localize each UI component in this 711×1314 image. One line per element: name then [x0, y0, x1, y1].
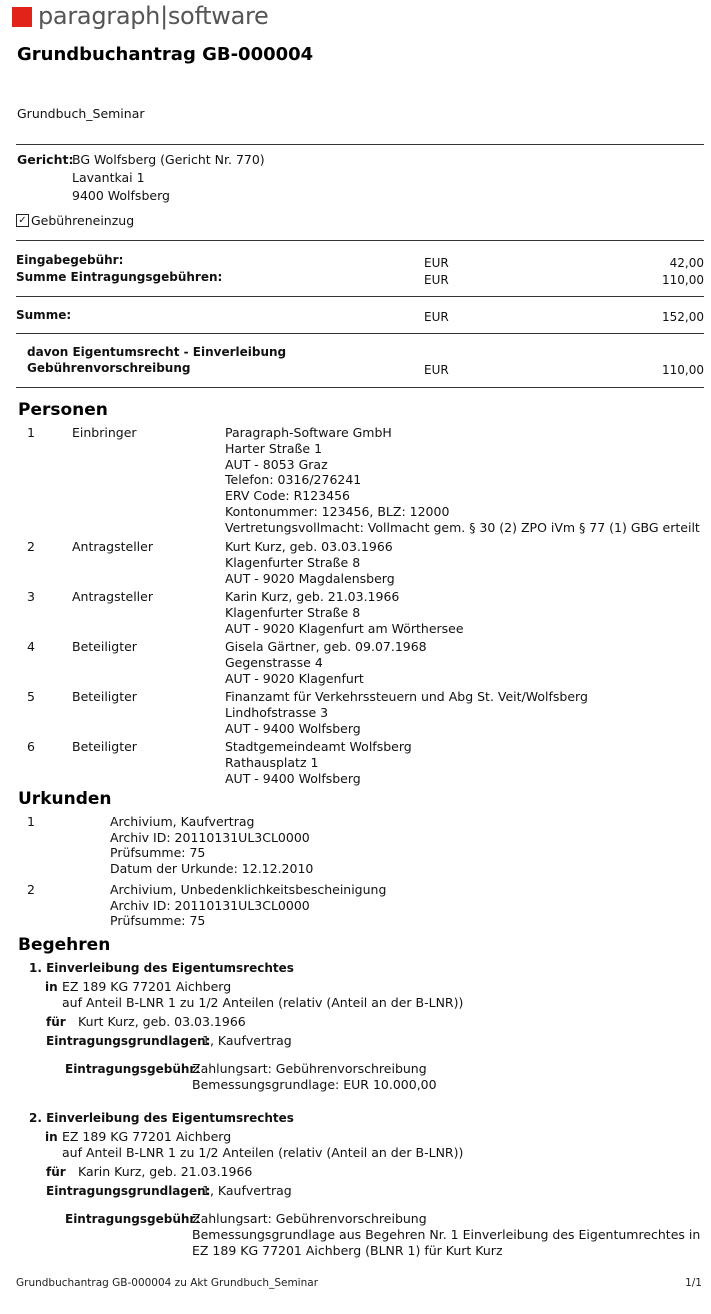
begehren-title: 2. Einverleibung des Eigentumsrechtes [29, 1111, 294, 1125]
gericht-street: Lavantkai 1 [72, 170, 145, 185]
person-detail: AUT - 9020 Klagenfurt am Wörthersee [225, 620, 464, 636]
begehren-gebuehr-label: Eintragungsgebühr: [65, 1212, 201, 1226]
gebuehreneinzug-checkbox[interactable] [16, 214, 29, 227]
person-detail: AUT - 9400 Wolfsberg [225, 770, 361, 786]
davon-line2: Gebührenvorschreibung [27, 361, 191, 375]
person-detail: Lindhofstrasse 3 [225, 704, 329, 720]
gericht-city: 9400 Wolfsberg [72, 188, 170, 203]
person-detail: Telefon: 0316/276241 [225, 472, 362, 488]
footer-page: 1/1 [685, 1277, 702, 1289]
begehren-grundlagen-value: 1, Kaufvertrag [202, 1183, 292, 1198]
begehren-fuer-label: für [46, 1015, 66, 1029]
urkunde-detail: Archivium, Kaufvertrag [110, 814, 255, 829]
person-detail: Vertretungsvollmacht: Vollmacht gem. § 30 (2) ZPO iVm § 77 (1) GBG erteilt [225, 519, 700, 535]
urkunde-number: 1 [27, 814, 35, 829]
eingabegebuehr-amount: 42,00 [669, 256, 704, 270]
summe-amount: 152,00 [662, 310, 704, 324]
page-title: Grundbuchantrag GB-000004 [17, 44, 314, 65]
person-number: 1 [27, 425, 35, 440]
person-role: Antragsteller [72, 539, 153, 554]
person-number: 4 [27, 639, 35, 654]
begehren-anteil: auf Anteil B-LNR 1 zu 1/2 Anteilen (relativ (Anteil an der B-LNR)) [62, 995, 464, 1010]
gericht-name: BG Wolfsberg (Gericht Nr. 770) [72, 152, 265, 167]
eingabegebuehr-currency: EUR [424, 256, 449, 270]
begehren-title: 1. Einverleibung des Eigentumsrechtes [29, 961, 294, 975]
personen-heading: Personen [18, 400, 108, 420]
person-detail: Karin Kurz, geb. 21.03.1966 [225, 589, 400, 604]
begehren-anteil: auf Anteil B-LNR 1 zu 1/2 Anteilen (relativ (Anteil an der B-LNR)) [62, 1145, 464, 1160]
person-detail: Rathausplatz 1 [225, 754, 319, 770]
person-detail: Klagenfurter Straße 8 [225, 604, 361, 620]
person-detail: Gisela Gärtner, geb. 09.07.1968 [225, 639, 427, 654]
begehren-grundlagen-value: 1, Kaufvertrag [202, 1033, 292, 1048]
person-number: 3 [27, 589, 35, 604]
akt-name: Grundbuch_Seminar [17, 106, 145, 121]
davon-line1: davon Eigentumsrecht - Einverleibung [27, 345, 287, 359]
divider [16, 240, 704, 241]
begehren-gebuehr-label: Eintragungsgebühr: [65, 1062, 201, 1076]
begehren-gebuehr-detail: Zahlungsart: Gebührenvorschreibung [192, 1061, 427, 1076]
divider [16, 333, 704, 334]
begehren-grundlagen-label: Eintragungsgrundlagen: [46, 1034, 211, 1048]
urkunde-number: 2 [27, 882, 35, 897]
davon-currency: EUR [424, 363, 449, 377]
person-detail: ERV Code: R123456 [225, 488, 351, 504]
person-role: Einbringer [72, 425, 137, 440]
urkunde-detail: Archivium, Unbedenklichkeitsbescheinigung [110, 882, 387, 897]
summe-label: Summe: [16, 308, 72, 322]
begehren-in-value: EZ 189 KG 77201 Aichberg [62, 979, 232, 994]
person-detail: AUT - 8053 Graz [225, 456, 328, 472]
person-role: Beteiligter [72, 639, 137, 654]
person-number: 5 [27, 689, 35, 704]
person-detail: Paragraph-Software GmbH [225, 425, 392, 440]
begehren-in-label: in [45, 1130, 58, 1144]
person-detail: Klagenfurter Straße 8 [225, 554, 361, 570]
divider [16, 387, 704, 388]
begehren-heading: Begehren [18, 935, 111, 955]
person-detail: Stadtgemeindeamt Wolfsberg [225, 739, 412, 754]
logo-mark [12, 7, 32, 27]
logo-text: paragraph|software [38, 2, 269, 30]
person-detail: AUT - 9020 Magdalensberg [225, 570, 395, 586]
summe-currency: EUR [424, 310, 449, 324]
person-role: Beteiligter [72, 689, 137, 704]
person-detail: Gegenstrasse 4 [225, 654, 323, 670]
eingabegebuehr-label: Eingabegebühr: [16, 253, 124, 267]
begehren-gebuehr-detail: EZ 189 KG 77201 Aichberg (BLNR 1) für Kurt Kurz [192, 1243, 503, 1258]
gebuehreneinzug-label: Gebühreneinzug [31, 213, 135, 228]
begehren-fuer-label: für [46, 1165, 66, 1179]
begehren-grundlagen-label: Eintragungsgrundlagen: [46, 1184, 211, 1198]
check-icon: ✓ [18, 215, 27, 226]
person-detail: Finanzamt für Verkehrssteuern und Abg St. Veit/Wolfsberg [225, 689, 588, 704]
eintragungsgebuehren-currency: EUR [424, 273, 449, 287]
urkunde-detail: Prüfsumme: 75 [110, 913, 206, 928]
urkunden-heading: Urkunden [18, 789, 112, 809]
person-detail: Kontonummer: 123456, BLZ: 12000 [225, 504, 450, 519]
urkunde-detail: Datum der Urkunde: 12.12.2010 [110, 860, 314, 876]
person-detail: Kurt Kurz, geb. 03.03.1966 [225, 539, 393, 554]
divider [16, 296, 704, 297]
begehren-gebuehr-detail: Bemessungsgrundlage aus Begehren Nr. 1 Einverleibung des Eigentumrechtes in [192, 1227, 701, 1242]
gericht-label: Gericht: [17, 152, 74, 167]
person-number: 6 [27, 739, 35, 754]
begehren-in-label: in [45, 980, 58, 994]
urkunde-detail: Archiv ID: 20110131UL3CL0000 [110, 829, 310, 845]
footer-left: Grundbuchantrag GB-000004 zu Akt Grundbuch_Seminar [16, 1277, 319, 1289]
begehren-fuer-value: Kurt Kurz, geb. 03.03.1966 [78, 1014, 246, 1029]
begehren-fuer-value: Karin Kurz, geb. 21.03.1966 [78, 1164, 253, 1179]
eintragungsgebuehren-label: Summe Eintragungsgebühren: [16, 270, 223, 284]
davon-amount: 110,00 [662, 363, 704, 377]
begehren-in-value: EZ 189 KG 77201 Aichberg [62, 1129, 232, 1144]
person-detail: AUT - 9020 Klagenfurt [225, 670, 364, 686]
begehren-gebuehr-detail: Bemessungsgrundlage: EUR 10.000,00 [192, 1077, 437, 1092]
eintragungsgebuehren-amount: 110,00 [662, 273, 704, 287]
divider [16, 144, 704, 145]
urkunde-detail: Prüfsumme: 75 [110, 845, 206, 860]
person-detail: Harter Straße 1 [225, 440, 323, 456]
person-role: Beteiligter [72, 739, 137, 754]
person-number: 2 [27, 539, 35, 554]
urkunde-detail: Archiv ID: 20110131UL3CL0000 [110, 897, 310, 913]
begehren-gebuehr-detail: Zahlungsart: Gebührenvorschreibung [192, 1211, 427, 1226]
person-detail: AUT - 9400 Wolfsberg [225, 720, 361, 736]
person-role: Antragsteller [72, 589, 153, 604]
